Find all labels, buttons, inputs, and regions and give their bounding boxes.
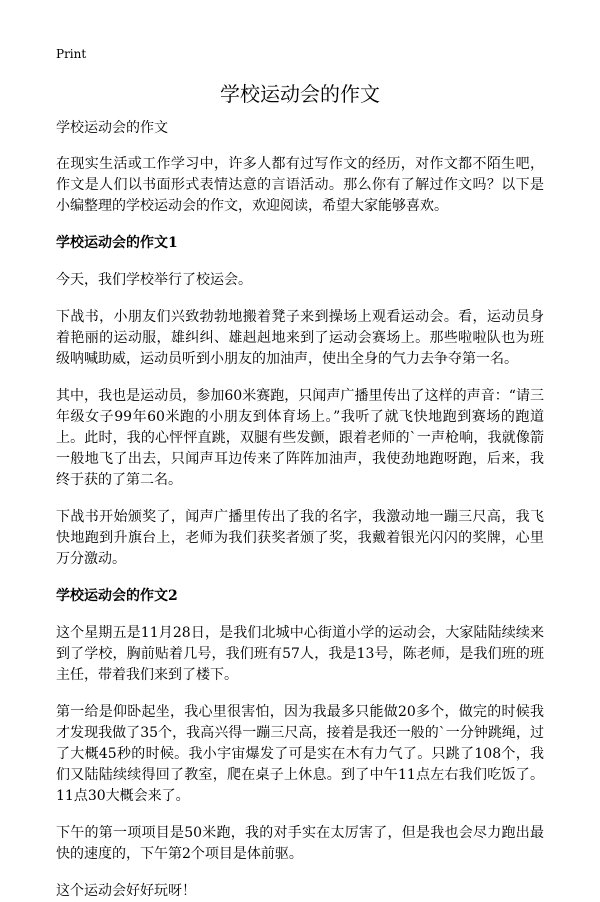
section-1-paragraph-4: 下战书开始颁奖了，闻声广播里传出了我的名字，我激动地一蹦三尺高，我飞快地跑到升旗台上，老师为我们获奖者颁了奖，我戴着银光闪闪的奖牌，心里万分激动。 [56,509,544,567]
section-1-paragraph-1: 今天，我们学校举行了校运会。 [56,272,252,288]
print-link[interactable]: Print [56,47,87,61]
document-title: 学校运动会的作文 [220,82,380,106]
section-1-paragraph-2: 下战书，小朋友们兴致勃勃地搬着凳子来到操场上观看运动会。看，运动员身着艳丽的运动服，雄纠纠、雄赳赳地来到了运动会赛场上。那些啦啦队也为班级呐喊助威，运动员听到小朋友的加油声，使出全身的气力去争夺第一名。 [56,309,544,367]
document-subtitle: 学校运动会的作文 [56,120,168,136]
section-2-paragraph-2: 第一给是仰卧起坐，我心里很害怕，因为我最多只能做20多个，做完的时候我才发现我做了35个，我高兴得一蹦三尺高，接着是我还一般的`一分钟跳绳，过了大概45秒的时候。我小宇宙爆发了可是实在木有力气了。只跳了108个，我们又陆陆续续得回了教室，爬在桌子上休息。到了中午11点左右我们吃饭了。11点30大概会来了。 [56,704,544,804]
section-1-heading: 学校运动会的作文1 [56,235,178,251]
intro-paragraph: 在现实生活或工作学习中，许多人都有过写作文的经历，对作文都不陌生吧，作文是人们以书面形式表情达意的言语活动。那么你有了解过作文吗？以下是小编整理的学校运动会的作文，欢迎阅读，希望大家能够喜欢。 [56,156,544,214]
section-2-paragraph-4: 这个运动会好好玩呀！ [56,883,196,899]
section-1-paragraph-3: 其中，我也是运动员，参加60米赛跑，只闻声广播里传出了这样的声音：“请三年级女子99年60米跑的小朋友到体育场上。”我听了就飞快地跑到赛场的跑道上。此时，我的心怦怦直跳，双腿有些发颤，跟着老师的`一声枪响，我就像箭一般地飞了出去，只闻声耳边传来了阵阵加油声，我使劲地跑呀跑，后来，我终于获的了第二名。 [56,388,544,488]
section-2-paragraph-1: 这个星期五是11月28日，是我们北城中心街道小学的运动会，大家陆陆续续来到了学校，胸前贴着几号，我们班有57人，我是13号，陈老师，是我们班的班主任，带着我们来到了楼下。 [56,625,544,683]
section-2-heading: 学校运动会的作文2 [56,588,178,604]
section-2-paragraph-3: 下午的第一项项目是50米跑，我的对手实在太厉害了，但是我也会尽力跑出最快的速度的，下午第2个项目是体前驱。 [56,825,544,862]
